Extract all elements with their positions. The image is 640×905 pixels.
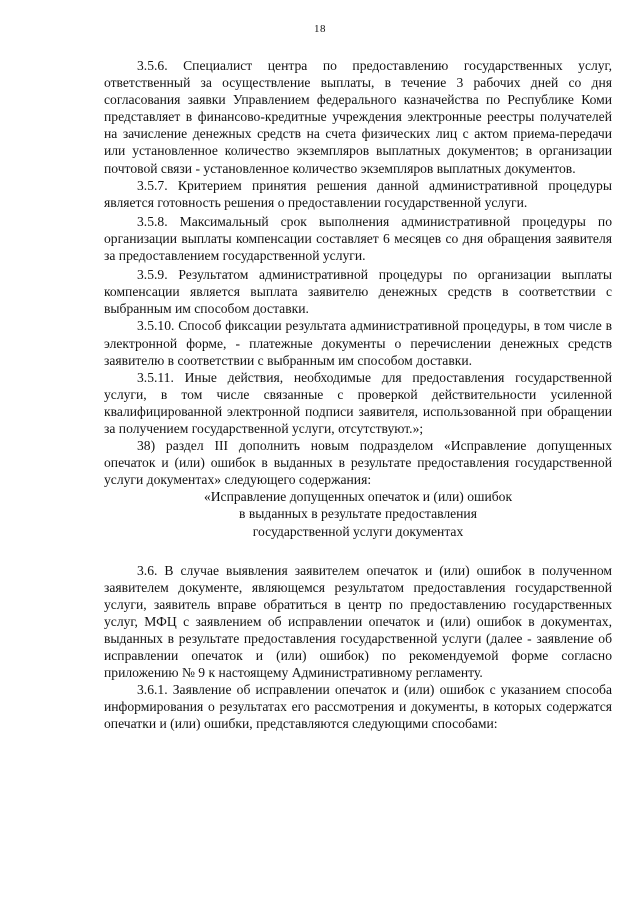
paragraph-3-5-9: 3.5.9. Результатом административной процедуры по организации выплаты компенсации является выплата заявителю денежных средств в соответствии с выбранным им способом доставки. [104, 267, 612, 317]
paragraph-3-5-7: 3.5.7. Критерием принятия решения данной административной процедуры является готовность решения о предоставлении государственной услуги. [104, 177, 612, 210]
document-body [104, 57, 612, 733]
paragraph-item-38: 38) раздел III дополнить новым подразделом «Исправление допущенных опечаток и (или) ошибок в выданных в результате предоставления государственной услуги документах» следующего содержания: [104, 438, 612, 488]
paragraph-3-6: 3.6. В случае выявления заявителем опечаток и (или) ошибок в полученном заявителем документе, являющемся результатом предоставления государственной услуги, заявитель вправе обратиться в центр по предоставлению государственных услуг, МФЦ с заявлением об исправлении опечаток и (или) ошибок в документах, выданных в результате предоставления государственной услуги (далее - заявление об исправлении опечаток и (или) ошибок) по рекомендуемой форме согласно приложению № 9 к настоящему Административному регламенту. [104, 562, 612, 681]
paragraph-3-5-11: 3.5.11. Иные действия, необходимые для предоставления государственной услуги, в том числе связанные с проверкой действительности усиленной квалифицированной электронной подписи заявителя, использованной при обращении за получением государственной услуги, отсутствуют.»; [104, 369, 612, 436]
paragraph-3-5-6: 3.5.6. Специалист центра по предоставлению государственных услуг, ответственный за осуществление выплаты, в течение 3 рабочих дней со дня согласования заявки Управлением федерального казначейства по Республике Коми представляет в финансово-кредитные учреждения электронные реестры получателей на зачисление денежных средств на счета физических лиц с актом приема-передачи или установленное количество экземпляров выплатных документов; в организации почтовой связи - установленное количество экземпляров выплатных документов. [104, 58, 612, 176]
paragraph-3-6-1: 3.6.1. Заявление об исправлении опечаток и (или) ошибок с указанием способа информирования о результатах его рассмотрения и документы, в которых содержатся опечатки и (или) ошибки, представляются следующими способами: [104, 682, 612, 732]
heading-line: государственной услуги документах [252, 523, 464, 539]
page-number: 18 [314, 23, 326, 35]
paragraph-3-5-10: 3.5.10. Способ фиксации результата административной процедуры, в том числе в электронной форме, - платежные документы о перечислении денежных средств заявителю в соответствии с выбранным им способом доставки. [104, 318, 612, 368]
heading-line: в выданных в результате предоставления [239, 506, 477, 522]
paragraph-3-5-8: 3.5.8. Максимальный срок выполнения административной процедуры по организации выплаты компенсации составляет 6 месяцев со дня обращения заявителя за предоставлением государственной услуги. [104, 213, 612, 264]
heading-line: «Исправление допущенных опечаток и (или) ошибок [203, 489, 513, 505]
subsection-heading [104, 488, 612, 539]
